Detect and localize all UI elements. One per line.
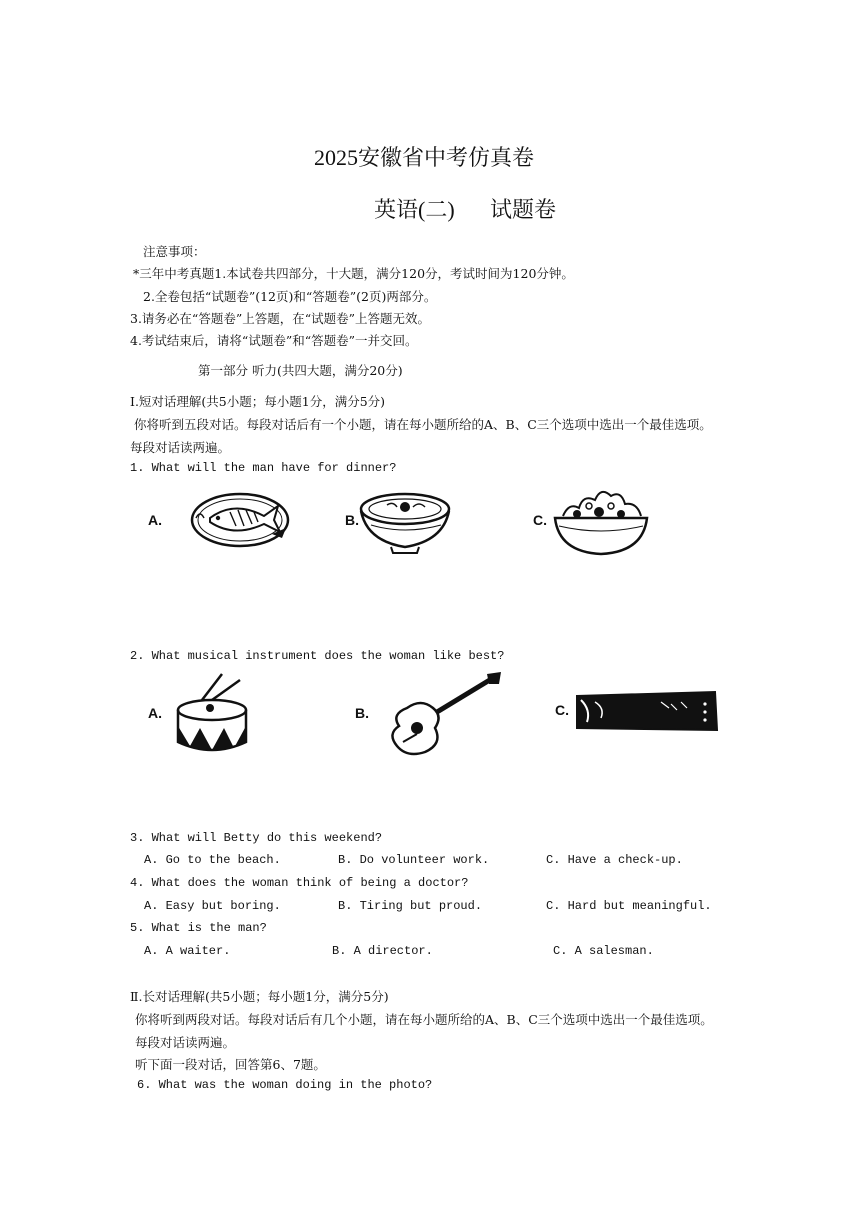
section-instruction: 每段对话读两遍。 xyxy=(130,440,231,455)
notice-item: *三年中考真题1.本试卷共四部分，十大题，满分120分，考试时间为120分钟。 xyxy=(133,266,574,281)
section-instruction: 听下面一段对话，回答第6、7题。 xyxy=(135,1057,326,1072)
option-label: B. xyxy=(345,512,359,528)
section-instruction: 你将听到两段对话。每段对话后有几个小题，请在每小题所给的A、B、C三个选项中选出一个最佳选项。 xyxy=(135,1012,713,1027)
question-text: 2. What musical instrument does the woman like best? xyxy=(130,649,505,663)
option-c: C. A salesman. xyxy=(553,944,654,958)
option-c: C. Have a check-up. xyxy=(546,853,683,867)
option-c: C. Hard but meaningful. xyxy=(546,899,712,913)
option-a: A. A waiter. xyxy=(144,944,231,958)
option-b: B. Tiring but proud. xyxy=(338,899,483,913)
fish-plate-icon xyxy=(174,488,306,550)
option-label: C. xyxy=(555,702,569,718)
soup-bowl-icon xyxy=(357,485,457,555)
option-a: A. Easy but boring. xyxy=(144,899,281,913)
exam-title: 2025安徽省中考仿真卷 xyxy=(314,145,535,170)
zither-icon xyxy=(571,688,721,736)
option-a: A. Go to the beach. xyxy=(144,853,281,867)
subject-title: 英语(二) xyxy=(374,197,455,222)
notice-item: 4.考试结束后，请将“试题卷”和“答题卷”一并交回。 xyxy=(130,333,418,348)
section-heading: Ⅱ.长对话理解(共5小题；每小题1分，满分5分) xyxy=(130,989,389,1004)
section-heading: Ⅰ.短对话理解(共5小题；每小题1分，满分5分) xyxy=(130,394,386,409)
paper-title: 试题卷 xyxy=(490,197,557,222)
notice-item: 2.全卷包括“试题卷”(12页)和“答题卷”(2页)两部分。 xyxy=(143,289,437,304)
option-label: A. xyxy=(148,512,162,528)
part-heading: 第一部分 听力(共四大题，满分20分) xyxy=(198,363,403,378)
option-label: C. xyxy=(533,512,547,528)
section-instruction: 每段对话读两遍。 xyxy=(135,1035,236,1050)
option-b: B. A director. xyxy=(332,944,433,958)
notice-item: 3.请务必在“答题卷”上答题，在“试题卷”上答题无效。 xyxy=(130,311,430,326)
option-b: B. Do volunteer work. xyxy=(338,853,490,867)
drum-icon xyxy=(172,670,262,758)
question-text: 6. What was the woman doing in the photo? xyxy=(137,1078,433,1092)
question-text: 1. What will the man have for dinner? xyxy=(130,461,397,475)
option-label: B. xyxy=(355,705,369,721)
notice-heading: 注意事项： xyxy=(143,244,206,259)
question-text: 5. What is the man? xyxy=(130,921,267,935)
section-instruction: 你将听到五段对话。每段对话后有一个小题，请在每小题所给的A、B、C三个选项中选出一个最佳选项。 xyxy=(134,417,712,432)
question-text: 3. What will Betty do this weekend? xyxy=(130,831,383,845)
option-label: A. xyxy=(148,705,162,721)
question-text: 4. What does the woman think of being a doctor? xyxy=(130,876,469,890)
guitar-icon xyxy=(377,668,507,758)
salad-bowl-icon xyxy=(549,482,653,556)
